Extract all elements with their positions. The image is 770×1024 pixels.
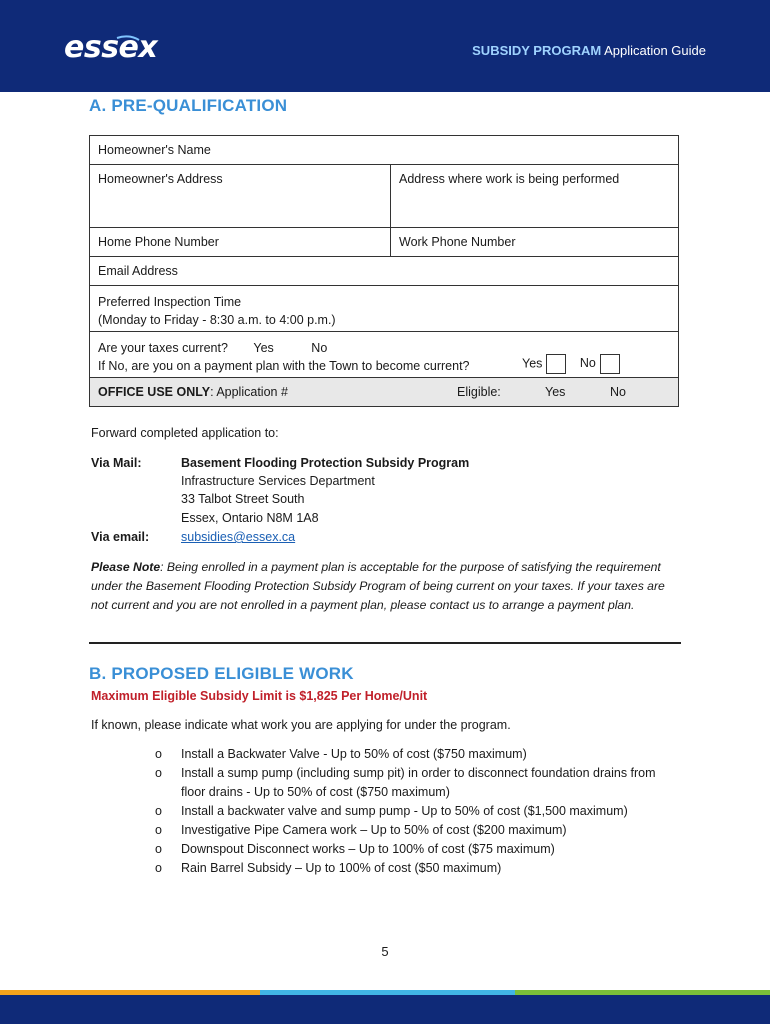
program-name: Basement Flooding Protection Subsidy Program [181, 456, 470, 470]
page-footer [0, 995, 770, 1024]
list-item[interactable]: o Rain Barrel Subsidy – Up to 100% of cost ($50 maximum) [155, 859, 675, 878]
subsidy-limit: Maximum Eligible Subsidy Limit is $1,825 Per Home/Unit [91, 689, 428, 703]
list-item[interactable]: o Downspout Disconnect works – Up to 100% of cost ($75 maximum) [155, 840, 675, 859]
email-address-field[interactable]: Email Address [98, 264, 178, 278]
eligible-no-option[interactable]: No [610, 385, 626, 399]
page-number: 5 [381, 944, 389, 959]
address-row [90, 165, 678, 228]
taxes-question: Are your taxes current? [98, 341, 228, 355]
guide-title: SUBSIDY PROGRAM Application Guide [472, 43, 706, 58]
via-mail-label: Via Mail: [91, 456, 142, 470]
logo-swoosh-icon [109, 30, 149, 70]
section-b-title: B. PROPOSED ELIGIBLE WORK [89, 664, 354, 683]
prequalification-form [89, 135, 679, 407]
section-divider [89, 642, 681, 644]
email-row [90, 257, 678, 286]
please-note-label: Please Note [91, 560, 161, 574]
eligible-label: Eligible: [457, 385, 501, 399]
list-item[interactable]: o Install a sump pump (including sump pit) in order to disconnect foundation drains from floor drains - Up to 50% of cost ($750 maximum) [155, 766, 656, 799]
list-item[interactable]: o Install a Backwater Valve - Up to 50% of cost ($750 maximum) [155, 745, 675, 764]
payment-no-label: No [579, 356, 596, 371]
work-intro: If known, please indicate what work you are applying for under the program. [91, 718, 511, 732]
please-note-text: : Being enrolled in a payment plan is acceptable for the purpose of satisfying the requirement under the Basement Flooding Protection Subsidy Program of being current on your taxes. If your taxes are not current and you are not enrolled in a payment plan, please contact us to arrange a payment plan. [91, 560, 665, 612]
list-item[interactable]: o Investigative Pipe Camera work – Up to 50% of cost ($200 maximum) [155, 821, 675, 840]
essex-logo: essex [64, 30, 158, 65]
office-use-row [90, 378, 678, 406]
application-number-label: : Application # [210, 385, 288, 399]
name-row [90, 136, 678, 165]
page-header [0, 0, 770, 92]
bullet-icon: o [155, 747, 162, 761]
email-link[interactable]: subsidies@essex.ca [181, 530, 296, 544]
list-item[interactable]: o Install a backwater valve and sump pump - Up to 50% of cost ($1,500 maximum) [155, 802, 675, 821]
home-phone-field[interactable]: Home Phone Number [98, 235, 219, 249]
street-line: 33 Talbot Street South [181, 492, 305, 506]
city-line: Essex, Ontario N8M 1A8 [181, 511, 319, 525]
eligible-work-list [155, 745, 675, 878]
work-phone-field[interactable]: Work Phone Number [390, 228, 678, 256]
bullet-icon: o [155, 861, 162, 875]
bullet-icon: o [155, 842, 162, 856]
eligible-yes-option[interactable]: Yes [545, 385, 566, 399]
phone-row [90, 228, 678, 257]
payment-plan-question: If No, are you on a payment plan with the Town to become current? [98, 359, 470, 373]
payment-no-checkbox[interactable] [600, 354, 620, 374]
please-note [91, 558, 681, 615]
bullet-icon: o [155, 766, 162, 780]
payment-yes-label: Yes [522, 356, 543, 371]
inspection-row [90, 286, 678, 332]
payment-yes-checkbox[interactable] [546, 354, 566, 374]
taxes-yes-option[interactable]: Yes [253, 341, 274, 355]
taxes-row [90, 332, 678, 378]
office-use-label: OFFICE USE ONLY [98, 385, 211, 399]
homeowner-name-field[interactable]: Homeowner's Name [98, 143, 211, 157]
inspection-time-field[interactable]: Preferred Inspection Time (Monday to Friday - 8:30 a.m. to 4:00 p.m.) [98, 295, 336, 327]
bullet-icon: o [155, 804, 162, 818]
taxes-no-option[interactable]: No [311, 341, 328, 355]
work-address-field[interactable]: Address where work is being performed [390, 165, 678, 227]
department-line: Infrastructure Services Department [181, 474, 375, 488]
forward-intro: Forward completed application to: [91, 426, 279, 440]
bullet-icon: o [155, 823, 162, 837]
via-email-label: Via email: [91, 530, 150, 544]
homeowner-address-field[interactable]: Homeowner's Address [98, 172, 223, 186]
section-a-title: A. PRE-QUALIFICATION [89, 96, 288, 115]
